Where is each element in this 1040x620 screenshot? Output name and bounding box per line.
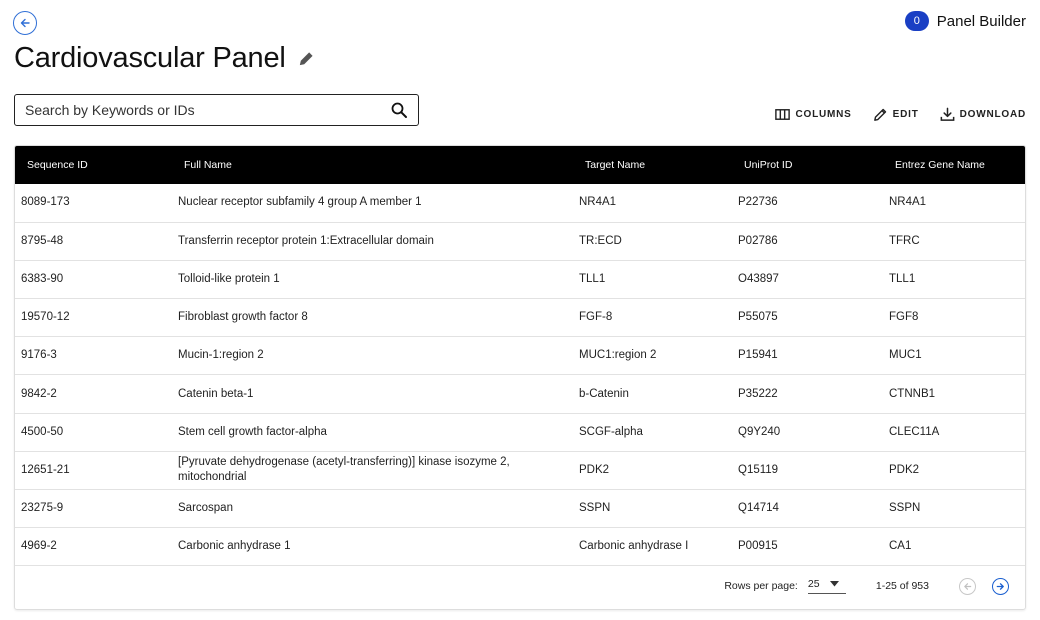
rows-per-page-value: 25	[807, 578, 820, 590]
cell-sequence-id: 12651-21	[15, 451, 172, 489]
cell-uniprot-id: Q14714	[732, 490, 883, 528]
cell-target-name: SCGF-alpha	[573, 413, 732, 451]
page-title: Cardiovascular Panel	[14, 42, 286, 74]
next-page-button[interactable]	[992, 578, 1009, 595]
cell-uniprot-id: P00915	[732, 528, 883, 566]
cell-target-name: MUC1:region 2	[573, 337, 732, 375]
table-body	[15, 184, 1026, 566]
cell-entrez-gene-name: FGF8	[883, 299, 1026, 337]
table-row[interactable]	[15, 222, 1026, 260]
columns-label: COLUMNS	[795, 109, 852, 120]
cell-sequence-id: 19570-12	[15, 299, 172, 337]
cell-sequence-id: 8089-173	[15, 184, 172, 222]
cell-sequence-id: 23275-9	[15, 490, 172, 528]
arrow-right-icon	[996, 582, 1005, 591]
cell-sequence-id: 6383-90	[15, 260, 172, 298]
pencil-icon[interactable]	[298, 50, 316, 68]
cell-sequence-id: 4969-2	[15, 528, 172, 566]
cell-sequence-id: 8795-48	[15, 222, 172, 260]
table-row[interactable]	[15, 184, 1026, 222]
edit-button[interactable]	[872, 106, 919, 123]
previous-page-button[interactable]	[959, 578, 976, 595]
cell-uniprot-id: P15941	[732, 337, 883, 375]
title-row	[14, 42, 316, 75]
table-toolbar	[774, 106, 1026, 123]
columns-button[interactable]	[774, 106, 851, 123]
pagination-bar	[15, 563, 1025, 609]
table-row[interactable]	[15, 299, 1026, 337]
column-header-sequence-id[interactable]: Sequence ID	[27, 159, 88, 171]
cell-sequence-id: 9842-2	[15, 375, 172, 413]
cell-target-name: TLL1	[573, 260, 732, 298]
cell-entrez-gene-name: CLEC11A	[883, 413, 1026, 451]
table-row[interactable]	[15, 490, 1026, 528]
download-icon	[939, 106, 956, 123]
column-header-uniprot-id[interactable]: UniProt ID	[744, 159, 793, 171]
columns-icon	[774, 106, 791, 123]
panel-builder-label: Panel Builder	[936, 12, 1026, 30]
column-header-target-name[interactable]: Target Name	[585, 159, 646, 171]
cell-target-name: SSPN	[573, 490, 732, 528]
panel-builder-count-badge: 0	[905, 11, 929, 31]
table-row[interactable]	[15, 413, 1026, 451]
cell-entrez-gene-name: TFRC	[883, 222, 1026, 260]
cell-uniprot-id: O43897	[732, 260, 883, 298]
cell-full-name: Carbonic anhydrase 1	[172, 528, 573, 566]
table-row[interactable]	[15, 528, 1026, 566]
cell-sequence-id: 4500-50	[15, 413, 172, 451]
cell-entrez-gene-name: NR4A1	[883, 184, 1026, 222]
cell-target-name: TR:ECD	[573, 222, 732, 260]
table-row[interactable]	[15, 451, 1026, 489]
table-row[interactable]	[15, 337, 1026, 375]
cell-target-name: FGF-8	[573, 299, 732, 337]
cell-sequence-id: 9176-3	[15, 337, 172, 375]
arrow-left-icon	[963, 582, 972, 591]
cell-uniprot-id: Q15119	[732, 451, 883, 489]
cell-entrez-gene-name: CTNNB1	[883, 375, 1026, 413]
cell-uniprot-id: Q9Y240	[732, 413, 883, 451]
cell-target-name: PDK2	[573, 451, 732, 489]
arrow-left-icon	[19, 17, 31, 29]
cell-entrez-gene-name: SSPN	[883, 490, 1026, 528]
rows-per-page-label: Rows per page:	[724, 580, 798, 592]
cell-full-name: Transferrin receptor protein 1:Extracellular domain	[172, 222, 573, 260]
download-label: DOWNLOAD	[959, 109, 1026, 120]
cell-target-name: NR4A1	[573, 184, 732, 222]
cell-full-name: [Pyruvate dehydrogenase (acetyl-transferring)] kinase isozyme 2, mitochondrial	[172, 451, 573, 489]
cell-full-name: Tolloid-like protein 1	[172, 260, 573, 298]
cell-entrez-gene-name: CA1	[883, 528, 1026, 566]
caret-down-icon	[830, 581, 839, 587]
cell-uniprot-id: P22736	[732, 184, 883, 222]
download-button[interactable]	[939, 106, 1026, 123]
cell-full-name: Sarcospan	[172, 490, 573, 528]
column-header-entrez-gene-name[interactable]: Entrez Gene Name	[895, 159, 985, 171]
cell-full-name: Fibroblast growth factor 8	[172, 299, 573, 337]
cell-uniprot-id: P02786	[732, 222, 883, 260]
panel-builder-button[interactable]	[905, 11, 1026, 31]
cell-entrez-gene-name: PDK2	[883, 451, 1026, 489]
cell-uniprot-id: P55075	[732, 299, 883, 337]
search-icon[interactable]	[390, 101, 408, 119]
cell-target-name: b-Catenin	[573, 375, 732, 413]
cell-uniprot-id: P35222	[732, 375, 883, 413]
edit-label: EDIT	[892, 109, 919, 120]
results-table	[15, 146, 1026, 566]
search-box	[14, 94, 419, 126]
cell-full-name: Stem cell growth factor-alpha	[172, 413, 573, 451]
column-header-full-name[interactable]: Full Name	[184, 159, 232, 171]
table-row[interactable]	[15, 260, 1026, 298]
cell-entrez-gene-name: MUC1	[883, 337, 1026, 375]
back-button[interactable]	[13, 11, 37, 35]
search-input[interactable]	[25, 102, 390, 118]
rows-per-page-select[interactable]	[808, 578, 846, 594]
pagination-range: 1-25 of 953	[875, 580, 929, 592]
table-header-row	[15, 146, 1026, 184]
cell-full-name: Mucin-1:region 2	[172, 337, 573, 375]
pencil-icon	[872, 106, 889, 123]
cell-full-name: Nuclear receptor subfamily 4 group A member 1	[172, 184, 573, 222]
cell-entrez-gene-name: TLL1	[883, 260, 1026, 298]
cell-full-name: Catenin beta-1	[172, 375, 573, 413]
table-row[interactable]	[15, 375, 1026, 413]
cell-target-name: Carbonic anhydrase I	[573, 528, 732, 566]
results-table-container	[14, 145, 1026, 610]
